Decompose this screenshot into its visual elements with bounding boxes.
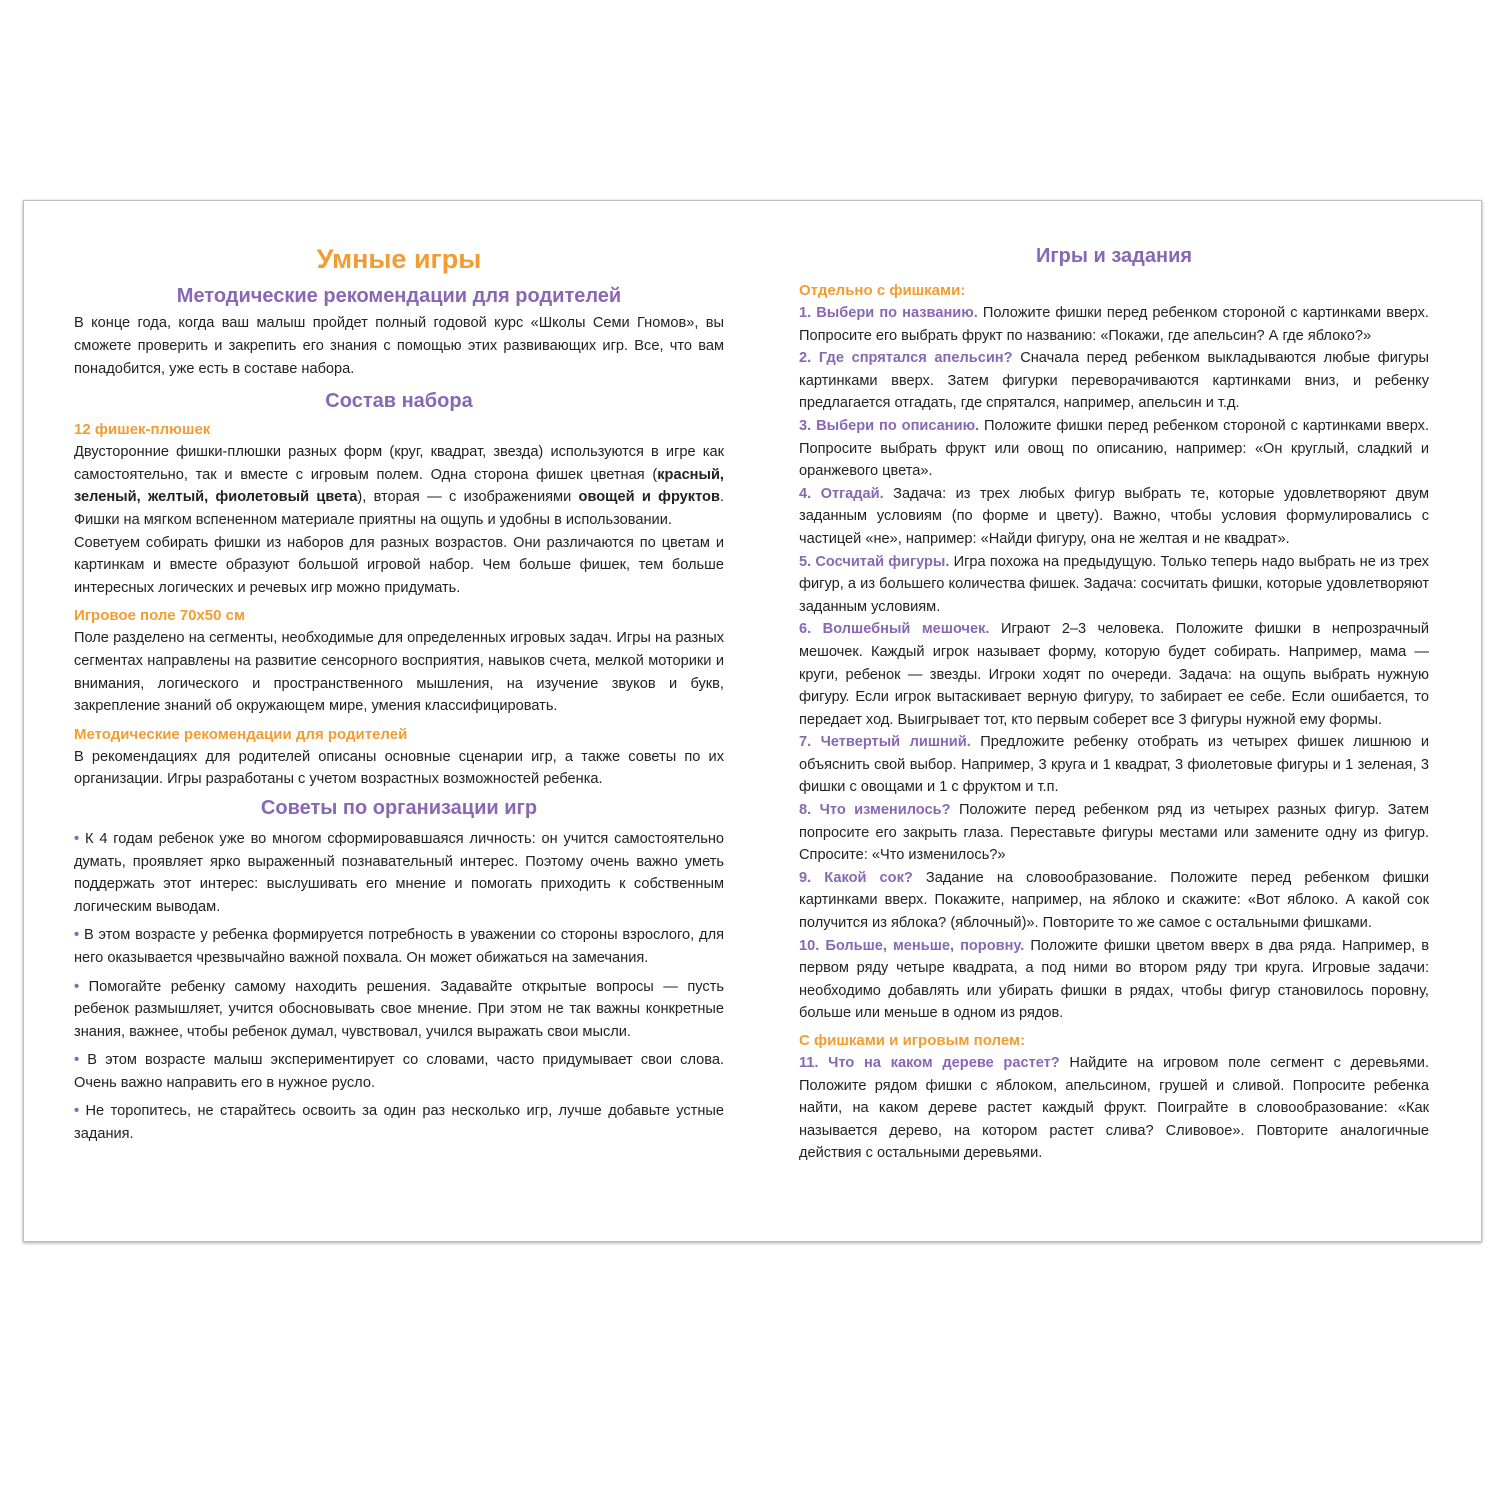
game-text: Положите фишки перед ребенком стороной с картинками вверх. Попросите его выбрать фрукт по названию: «Покажи, где апельсин? А где яблоко?» [799, 305, 1429, 344]
game-item [799, 347, 1429, 415]
chips-text-c: ), вторая — с изображениями [357, 489, 579, 506]
game-text: Положите перед ребенком ряд из четырех разных фигур. Затем попросите его закрыть глаза. Переставьте фигуры местами или замените одну из фигур. Спросите: «Что изменилось?» [799, 802, 1429, 864]
game-label: 6. Волшебный мешочек. [799, 621, 990, 638]
chips-text-a: Двусторонние фишки-плюшки разных форм (круг, квадрат, звезда) используются в игре как самостоятельно, так и вместе с игровым полем. Одна сторона фишек цветная ( [74, 444, 724, 483]
games-title: Игры и задания [1035, 245, 1193, 267]
game-text: Предложите ребенку отобрать из четырех фишек лишнюю и объяснить свой выбор. Например, 3 круга и 1 квадрат, 3 фиолетовые фигуры и 1 зеленая, 3 фишки с овощами и 1 с фруктом и т.п. [799, 734, 1429, 796]
game-text: Играют 2–3 человека. Положите фишки в непрозрачный мешочек. Каждый игрок называет форму, которую будет собирать. Например, мама — круги, ребенок — звезды. Игроки ходят по очереди. Задача: на ощупь выбрать нужную фигуру. Если игрок вытаскивает верную фигуру, то забирает ее себе. Если ошибается, то передает ход. Выигрывает тот, кто первым соберет все 3 фигуры нужной ему формы. [799, 621, 1429, 728]
game-text: Положите фишки цветом вверх в два ряда. Например, в первом ряду четыре квадрата, а под ними во втором ряду три круга. Игровые задачи: необходимо добавлять или убирать фишки в рядах, чтобы фигур становилось поровну, больше или меньше в одном из рядов. [799, 937, 1430, 1022]
game-item [799, 867, 1429, 935]
chips-colors: красный, зеленый, желтый, фиолетовый цвета [74, 466, 724, 506]
game-text: Задача: из трех любых фигур выбрать те, которые удовлетворяют двум заданным условиям (по форме и цвету). Важно, чтобы условия формулировались с частицей «не», например: «Найди фигуру, она не желтая и не квадрат». [799, 485, 1429, 547]
game-text: Игра похожа на предыдущую. Только теперь надо выбрать не из трех фигур, а из большего количества фишек. Задача: сосчитать фишки, которые удовлетворяют заданным условиям. [799, 553, 1429, 615]
bullet-icon: • [74, 978, 80, 995]
game-label: 2. Где спрятался апельсин? [799, 350, 1013, 367]
game-label: 8. Что изменилось? [799, 802, 951, 819]
game-label: 10. Больше, меньше, поровну. [799, 937, 1025, 954]
game-label: 9. Какой сок? [799, 869, 913, 886]
game-label: 5. Сосчитай фигуры. [799, 553, 950, 570]
game-item [799, 935, 1429, 1025]
field-heading: Игровое поле 70х50 см [74, 607, 246, 625]
game-item [799, 618, 1429, 731]
chips-paragraph-2: Советуем собирать фишки из наборов для разных возрастов. Они различаются по цветам и картинкам и вместе образуют большой игровой набор. Чем больше фишек, тем больше интересных логических и речевых игр можно придумать. [74, 534, 724, 596]
game-text: Положите фишки перед ребенком стороной с картинками вверх. Попросите выбрать фрукт или овощ по описанию, например: «Он круглый, сладкий и оранжевого цвета». [799, 417, 1430, 480]
tip-text: К 4 годам ребенок уже во многом сформировавшаяся личность: он учится самостоятельно думать, проявляет ярко выраженный познавательный интерес. Поэтому очень важно уметь поддержать этот интерес: выслушивать его мнение и помогать приходить к собственным логическим выводам. [74, 830, 724, 915]
game-item [799, 483, 1429, 551]
section-chips-and-field: С фишками и игровым полем: [799, 1032, 1026, 1049]
tip-text: Помогайте ребенку самому находить решения. Задавайте открытые вопросы — пусть ребенок размышляет, учится обосновывать свое мнение. При этом не так важны конкретные знания, важнее, чтобы ребенок думал, чувствовал, учился выражать свои мысли. [74, 978, 724, 1040]
right-column [799, 241, 1429, 1165]
recs-paragraph: В рекомендациях для родителей описаны основные сценарии игр, а также советы по их организации. Игры разработаны с учетом возрастных возможностей ребенка. [74, 748, 724, 788]
game-text: Задание на словообразование. Положите перед ребенком фишки картинками вверх. Покажите, например, на яблоко и скажите: «Вот яблоко. А какой сок получится из яблока? (яблочный)». Повторите то же самое с остальными фишками. [799, 869, 1429, 932]
chips-paragraph [74, 441, 724, 531]
game-item [799, 1052, 1429, 1165]
game-item [799, 415, 1429, 483]
bullet-icon: • [74, 830, 80, 847]
game-item [799, 731, 1429, 799]
chips-heading: 12 фишек-плюшек [74, 421, 211, 439]
subtitle: Методические рекомендации для родителей [176, 285, 622, 308]
tip-item [74, 1049, 724, 1094]
tip-item [74, 976, 724, 1044]
intro-paragraph: В конце года, когда ваш малыш пройдет полный годовой курс «Школы Семи Гномов», вы сможете проверить и закрепить его знания с помощью этих развивающих игр. Все, что вам понадобится, уже есть в составе набора. [74, 315, 724, 377]
section-chips-only: Отдельно с фишками: [799, 282, 966, 299]
page-title: Умные игры [316, 244, 482, 274]
game-text: Сначала перед ребенком выкладываются любые фигуры картинками вверх. Затем фигурки переворачиваются картинками вниз, и ребенку предлагается отгадать, где спрятался, например, апельсин и т.д. [799, 350, 1429, 412]
tip-text: Не торопитесь, не старайтесь освоить за один раз несколько игр, лучше добавьте устные задания. [74, 1103, 724, 1143]
bullet-icon: • [74, 1103, 80, 1120]
game-label: 7. Четвертый лишний. [799, 734, 971, 751]
tip-item [74, 1100, 724, 1145]
composition-heading: Состав набора [325, 390, 473, 413]
game-item [799, 551, 1429, 619]
bullet-icon: • [74, 927, 80, 944]
recs-heading: Методические рекомендации для родителей [74, 725, 408, 743]
booklet-page [23, 200, 1482, 1242]
game-label: 3. Выбери по описанию. [799, 417, 980, 434]
game-label: 11. Что на каком дереве растет? [799, 1055, 1060, 1071]
field-paragraph: Поле разделено на сегменты, необходимые для определенных игровых задач. Игры на разных сегментах направлены на развитие сенсорного восприятия, навыков счета, мелкой моторики и внимания, логического и пространственного мышления, на изучение звуков и букв, закрепление знаний об окружающем мире, умения классифицировать. [74, 630, 724, 715]
tip-text: В этом возрасте малыш экспериментирует со словами, часто придумывает свои слова. Очень важно направить его в нужное русло. [74, 1052, 725, 1091]
tip-item [74, 924, 724, 969]
tip-text: В этом возрасте у ребенка формируется потребность в уважении со стороны взрослого, для него оказывается чрезвычайно важной похвала. Он может обижаться на замечания. [74, 927, 724, 966]
tip-item [74, 828, 724, 918]
bullet-icon: • [74, 1052, 80, 1069]
game-item [799, 302, 1429, 347]
game-text: Найдите на игровом поле сегмент с деревьями. Положите рядом фишки с яблоком, апельсином, грушей и сливой. Попросите ребенка найти, на каком дереве растет каждый фрукт. Поиграйте в словообразование: «Как называется дерево, на котором растет слива? Сливовое». Повторите аналогичные действия с остальными деревьями. [799, 1055, 1429, 1162]
chips-text-e: . Фишки на мягком вспененном материале приятны на ощупь и удобны в использовании. [74, 489, 724, 528]
tips-heading: Советы по организации игр [260, 796, 538, 819]
game-item [799, 799, 1429, 867]
game-label: 4. Отгадай. [799, 485, 884, 502]
left-column [74, 241, 724, 1152]
game-label: 1. Выбери по названию. [799, 305, 978, 321]
chips-images: овощей и фруктов [578, 489, 720, 506]
